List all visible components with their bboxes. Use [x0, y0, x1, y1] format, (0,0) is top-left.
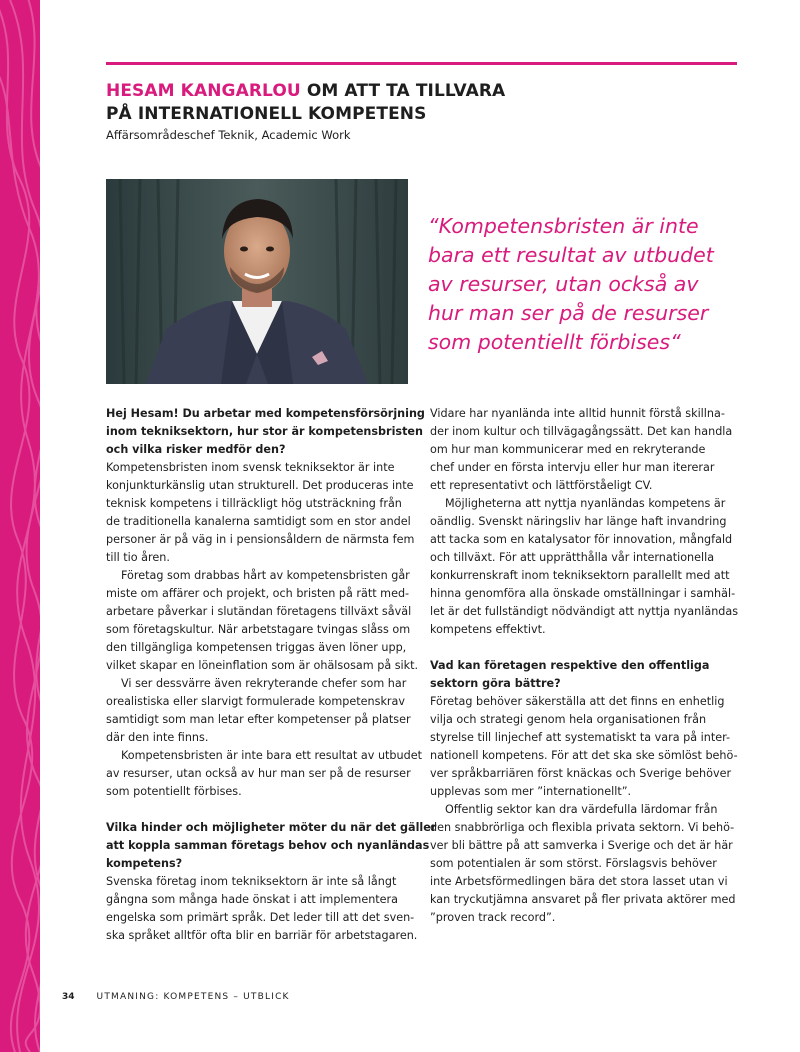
title-text-line1: OM ATT TA TILLVARA — [300, 81, 506, 101]
body-text-line: ver bli bättre på att samverka i Sverige och det är här — [430, 839, 733, 852]
body-text-line: hinna genomföra alla önskade omställningar i samhäl- — [430, 587, 736, 600]
body-text-line: styrelse till linjechef att systematiskt ta vara på inter- — [430, 731, 731, 744]
body-text-line: miste om affärer och projekt, och bristen på rätt med- — [106, 587, 410, 600]
body-text-line: der inom kultur och tillvägagångssätt. Det kan handla — [430, 425, 733, 438]
pull-quote-line: som potentiellt förbises“ — [428, 330, 681, 354]
body-text-line: ska språket alltför ofta blir en barriär för arbetstagaren. — [106, 929, 418, 942]
body-text-line: ver språkbarriären först knäckas och Sverige behöver — [430, 767, 732, 780]
body-text-line: om hur man kommunicerar med en rekryterande — [430, 443, 706, 456]
body-text-line: nationell kompetens. För att det ska ske sömlöst behö- — [430, 749, 738, 762]
body-text-line: av resurser, utan också av hur man ser på de resurser — [106, 767, 411, 780]
running-title: UTMANING: KOMPETENS – UTBLICK — [96, 992, 290, 1002]
decorative-side-band — [0, 0, 40, 1052]
question-heading: sektorn göra bättre? — [430, 677, 561, 690]
body-text-line: konkurrenskraft inom tekniksektorn parallellt med att — [430, 569, 730, 582]
body-text-line: Kompetensbristen är inte bara ett resultat av utbudet — [121, 749, 422, 762]
body-text-line: personer är på väg in i pensionsåldern de närmsta fem — [106, 533, 415, 546]
question-heading: Vilka hinder och möjligheter möter du när det gäller — [106, 821, 437, 834]
question-heading: kompetens? — [106, 857, 183, 870]
body-text-line: de traditionella kanalerna samtidigt som en stor andel — [106, 515, 411, 528]
article-title — [106, 80, 746, 126]
body-text-line: inte Arbetsförmedlingen bära det stora lasset utan vi — [430, 875, 728, 888]
page-number: 34 — [62, 992, 75, 1002]
question-heading: Hej Hesam! Du arbetar med kompetensförsörjning — [106, 407, 425, 420]
body-text-line: upplevas som mer ”internationellt”. — [430, 785, 632, 798]
pull-quote-line: “Kompetensbristen är inte — [428, 214, 699, 238]
body-text-line: och tillväxt. För att upprätthålla vår internationella — [430, 551, 715, 564]
body-text-line: vilja och strategi genom hela organisationen från — [430, 713, 707, 726]
page-footer — [62, 992, 290, 1002]
body-text-line: engelska som primärt språk. Det leder till att det sven- — [106, 911, 415, 924]
body-text-line: Kompetensbristen inom svensk tekniksektor är inte — [106, 461, 395, 474]
right-column — [430, 405, 740, 927]
body-text-line: som potentiellt förbises. — [106, 785, 242, 798]
body-text-line: den tillgängliga kompetensen triggas även löner upp, — [106, 641, 407, 654]
body-text-line: let är det fullständigt nödvändigt att nyttja nyanländas — [430, 605, 739, 618]
body-text-line: vilket skapar en löneinflation som är ohälsosam på sikt. — [106, 659, 419, 672]
body-text-line: kan tryckutjämna ansvaret på fler privata aktörer med — [430, 893, 736, 906]
pull-quote — [428, 212, 748, 357]
body-text-line: chef under en första intervju eller hur man itererar — [430, 461, 715, 474]
body-text-line: teknisk kompetens i tillräckligt hög utsträckning från — [106, 497, 402, 510]
body-text-line: Vi ser dessvärre även rekryterande chefer som har — [121, 677, 407, 690]
question-heading: inom tekniksektorn, hur stor är kompetensbristen — [106, 425, 423, 438]
pull-quote-line: bara ett resultat av utbudet — [428, 243, 714, 267]
body-text-line: Svenska företag inom tekniksektorn är inte så långt — [106, 875, 397, 888]
body-text-line: Företag behöver säkerställa att det finns en enhetlig — [430, 695, 725, 708]
body-text-line: den snabbrörliga och flexibla privata sektorn. Vi behö- — [430, 821, 735, 834]
title-person-name: HESAM KANGARLOU — [106, 81, 301, 101]
body-text-line: samtidigt som man letar efter kompetenser på platser — [106, 713, 411, 726]
body-text-line: som företagskultur. När arbetstagare tvingas slåss om — [106, 623, 411, 636]
paragraph-gap — [430, 639, 740, 657]
body-text-line: Företag som drabbas hårt av kompetensbristen går — [121, 569, 410, 582]
body-text-line: arbetare påverkar i slutändan företagens tillväxt såväl — [106, 605, 412, 618]
pull-quote-line: av resurser, utan också av — [428, 272, 699, 296]
portrait-photo — [106, 179, 408, 384]
question-heading: Vad kan företagen respektive den offentliga — [430, 659, 710, 672]
author-role: Affärsområdeschef Teknik, Academic Work — [106, 128, 351, 142]
body-text-line: där den inte finns. — [106, 731, 209, 744]
body-text-line: ett representativt och lättförståeligt CV. — [430, 479, 653, 492]
body-text-line: att tacka som en katalysator för innovation, mångfald — [430, 533, 733, 546]
body-text-line: kompetens effektivt. — [430, 623, 546, 636]
body-text-line: Offentlig sektor kan dra värdefulla lärdomar från — [445, 803, 718, 816]
body-text-line: till tio åren. — [106, 551, 170, 564]
question-heading: och vilka risker medför den? — [106, 443, 286, 456]
body-text-line: orealistiska eller slarvigt formulerade kompetenskrav — [106, 695, 406, 708]
paragraph-gap — [106, 801, 412, 819]
body-text-line: ”proven track record”. — [430, 911, 556, 924]
title-text-line2: PÅ INTERNATIONELL KOMPETENS — [106, 104, 427, 124]
header-rule — [106, 62, 737, 65]
body-text-line: Möjligheterna att nyttja nyanländas kompetens är — [445, 497, 726, 510]
body-text-line: konjunkturkänslig utan strukturell. Det produceras inte — [106, 479, 414, 492]
question-heading: att koppla samman företags behov och nyanländas — [106, 839, 430, 852]
body-text-line: oändlig. Svenskt näringsliv har länge haft invandring — [430, 515, 727, 528]
wave-pattern-icon — [0, 0, 40, 1052]
body-text-line: Vidare har nyanlända inte alltid hunnit förstå skillna- — [430, 407, 725, 420]
body-text-line: gångna som många hade önskat i att implementera — [106, 893, 399, 906]
left-column — [106, 405, 437, 945]
pull-quote-line: hur man ser på de resurser — [428, 301, 709, 325]
body-text-line: som potentialen är som störst. Förslagsvis behöver — [430, 857, 717, 870]
